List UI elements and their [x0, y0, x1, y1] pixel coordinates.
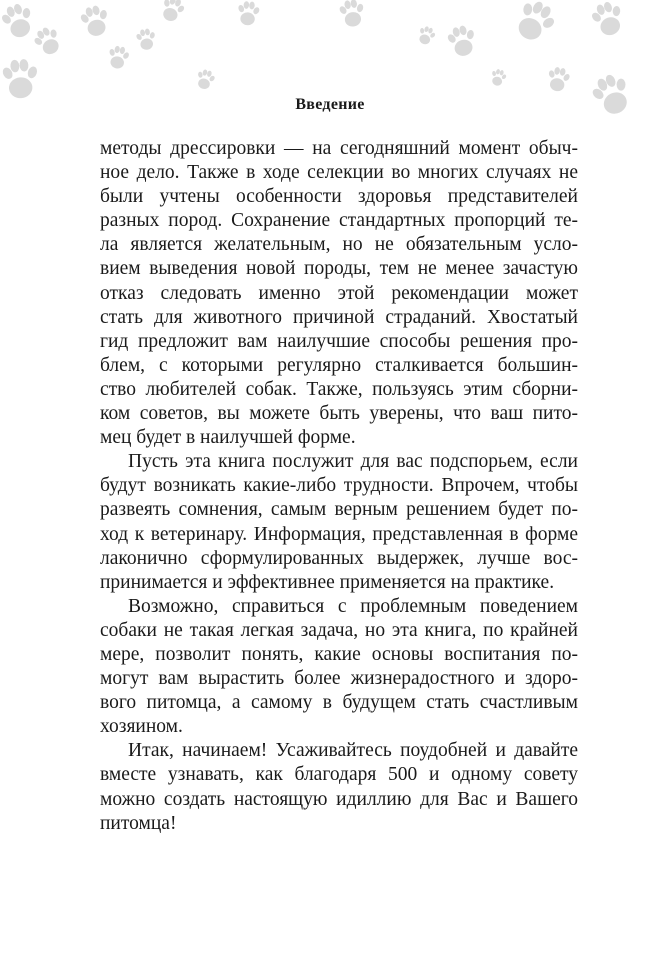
paw-print-icon	[415, 24, 437, 47]
paw-print-icon	[77, 3, 113, 39]
paw-print-icon	[489, 68, 509, 88]
paw-print-icon	[106, 45, 131, 71]
text-line: разных пород. Сохранение стандартных пропорций те-	[100, 210, 578, 232]
paragraph	[100, 137, 578, 450]
text-line: мере, позволит понять, какие основы воспитания по-	[100, 643, 578, 665]
paw-print-icon	[0, 58, 41, 100]
text-line: Возможно, справиться с проблемным поведением	[128, 595, 578, 617]
text-line: хозяином.	[100, 716, 183, 738]
text-line: гид предложит вам наилучшие способы решения про-	[100, 330, 578, 352]
text-line: блем, с которыми регулярно сталкивается большин-	[100, 354, 578, 376]
body-text	[100, 137, 578, 836]
text-line: будут возникать какие-либо трудности. Впрочем, чтобы	[100, 475, 578, 497]
text-line: ла является желательным, но не обязательным усло-	[100, 234, 578, 256]
text-line: собаки не такая легкая задача, но эта книга, по крайней	[100, 619, 578, 641]
paw-print-icon	[588, 0, 629, 40]
paw-print-icon	[509, 0, 561, 48]
text-line: Итак, начинаем! Усаживайтесь поудобней и давайте	[128, 740, 578, 762]
text-line: ство любителей собак. Также, пользуясь этим сборни-	[100, 378, 578, 400]
paw-print-icon	[337, 0, 367, 29]
paw-print-icon	[194, 68, 217, 92]
text-line: вого питомца, а самому в будущем стать счастливым	[100, 692, 578, 714]
text-line: могут вам вырастить более жизнерадостного и здоро-	[100, 668, 578, 690]
text-line: стать для животного причиной страданий. Хвостатый	[100, 306, 578, 328]
text-line: методы дрессировки — на сегодняшний момент обыч-	[100, 138, 578, 159]
text-line: вместе узнавать, как благодаря 500 и одному совету	[100, 764, 578, 786]
text-line: можно создать настоящую идиллию для Вас и Вашего	[100, 788, 578, 810]
text-line: питомца!	[100, 812, 177, 834]
text-line: вием выведения новой породы, тем не менее зачастую	[100, 258, 578, 280]
page-header: Введение	[295, 96, 365, 113]
text-line: ком советов, вы можете быть уверены, что ваш пито-	[100, 403, 578, 425]
text-line: отказ следовать именно этой рекомендации может	[100, 282, 578, 304]
text-line: Пусть эта книга послужит для вас подспорьем, если	[128, 451, 578, 473]
paragraph	[100, 739, 578, 835]
paragraph	[100, 450, 578, 595]
text-line: принимается и эффективнее применяется на практике.	[100, 571, 555, 593]
text-line: были учтены особенности здоровья представителей	[100, 186, 578, 208]
paw-print-icon	[0, 0, 39, 42]
paragraph	[100, 595, 578, 740]
paw-print-icon	[134, 27, 158, 51]
paw-print-icon	[444, 23, 480, 59]
text-line: мец будет в наилучшей форме.	[100, 427, 356, 449]
text-line: лаконично сформулированных выдержек, лучше вос-	[100, 547, 578, 569]
text-line: ход к ветеринару. Информация, представленная в форме	[100, 523, 578, 545]
paw-print-icon	[158, 0, 188, 25]
text-line: ное дело. Также в ходе селекции во многих случаях не	[100, 162, 578, 184]
paw-print-icon	[236, 0, 261, 26]
text-line: развеять сомнения, самым верным решением будет по-	[100, 499, 578, 521]
paw-print-icon	[30, 23, 66, 59]
paw-print-icon	[545, 66, 572, 94]
